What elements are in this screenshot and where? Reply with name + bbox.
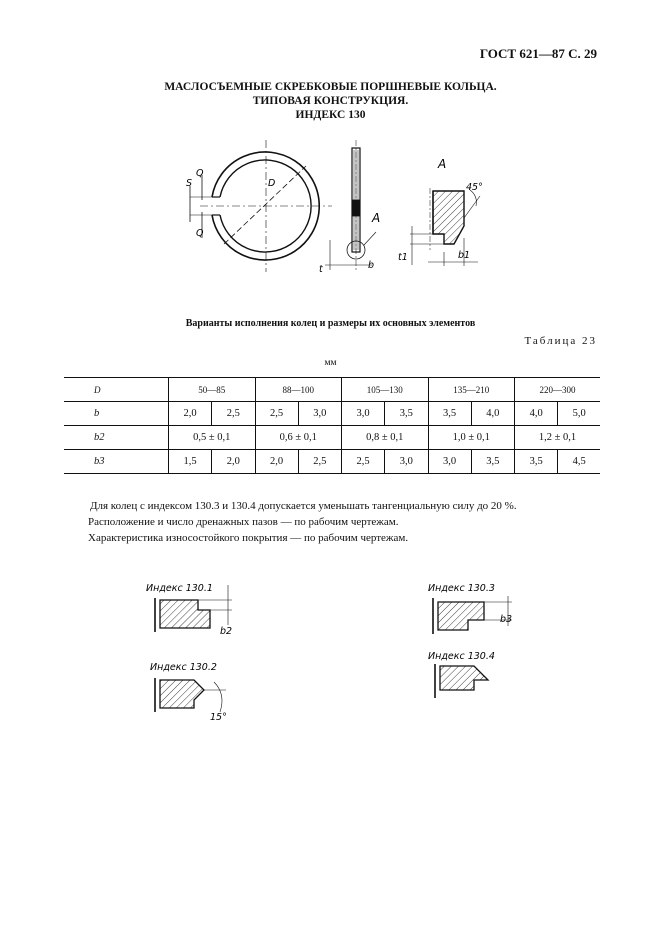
note-line: Расположение и число дренажных пазов — по рабочим чертежам. — [88, 516, 399, 528]
table-row — [64, 426, 600, 450]
variant-130-4-caption: Индекс 130.4 — [428, 651, 495, 662]
row-label-b: b — [64, 402, 169, 426]
variant-130-4-drawing — [435, 664, 488, 698]
b3-cell: 2,0 — [212, 450, 255, 474]
b3-cell: 3,5 — [515, 450, 558, 474]
b-cell: 3,0 — [298, 402, 341, 426]
label-t1: t1 — [398, 252, 408, 263]
variant-130-3-dim: b3 — [500, 614, 513, 625]
b-cell: 2,0 — [169, 402, 212, 426]
title-line-3: ИНДЕКС 130 — [295, 109, 366, 121]
range-cell: 220—300 — [515, 378, 601, 402]
b-cell: 2,5 — [212, 402, 255, 426]
b2-cell: 1,0 ± 0,1 — [428, 426, 515, 450]
table-row — [64, 402, 600, 426]
variant-130-2-dim: 15° — [210, 712, 227, 723]
row-label-d: D — [64, 378, 169, 402]
b-cell: 4,0 — [515, 402, 558, 426]
label-a-left: A — [372, 211, 381, 225]
b-cell: 4,0 — [471, 402, 514, 426]
table-row — [64, 378, 600, 402]
b2-cell: 1,2 ± 0,1 — [515, 426, 601, 450]
b-cell: 5,0 — [558, 402, 600, 426]
variant-130-1-dim: b2 — [220, 626, 233, 637]
notes-block — [90, 498, 517, 546]
b3-cell: 4,5 — [558, 450, 600, 474]
ring-front-view — [190, 140, 332, 272]
b2-cell: 0,5 ± 0,1 — [169, 426, 256, 450]
page-header: ГОСТ 621—87 С. 29 — [479, 46, 597, 61]
b2-cell: 0,8 ± 0,1 — [342, 426, 429, 450]
table-row — [64, 450, 600, 474]
row-label-b2: b2 — [64, 426, 169, 450]
variant-130-3-caption: Индекс 130.3 — [428, 583, 495, 594]
label-d: D — [268, 178, 276, 189]
b3-cell: 2,5 — [342, 450, 385, 474]
label-a-right: A — [438, 157, 447, 171]
label-s: S — [186, 178, 193, 189]
b3-cell: 2,0 — [255, 450, 298, 474]
note-line: Характеристика износостойкого покрытия — по рабочим чертежам. — [88, 532, 409, 544]
label-q-top: Q — [196, 168, 204, 179]
b-cell: 2,5 — [255, 402, 298, 426]
b3-cell: 3,5 — [471, 450, 514, 474]
table-subheading: Варианты исполнения колец и размеры их основных элементов — [185, 318, 476, 329]
b3-cell: 2,5 — [298, 450, 341, 474]
table-unit: мм — [324, 358, 337, 368]
b2-cell: 0,6 ± 0,1 — [255, 426, 342, 450]
title-line-1: МАСЛОСЪЕМНЫЕ СКРЕБКОВЫЕ ПОРШНЕВЫЕ КОЛЬЦА. — [164, 81, 497, 93]
b3-cell: 3,0 — [385, 450, 428, 474]
title-line-2: ТИПОВАЯ КОНСТРУКЦИЯ. — [252, 95, 409, 107]
b-cell: 3,5 — [385, 402, 428, 426]
label-b1: b1 — [458, 250, 471, 261]
range-cell: 135—210 — [428, 378, 515, 402]
row-label-b3: b3 — [64, 450, 169, 474]
b3-cell: 1,5 — [169, 450, 212, 474]
ring-side-view — [325, 140, 376, 272]
variant-130-1-caption: Индекс 130.1 — [146, 583, 213, 594]
note-line: Для колец с индексом 130.3 и 130.4 допускается уменьшать тангенциальную силу до 20 %. — [90, 500, 517, 512]
label-angle-45: 45° — [466, 182, 483, 193]
b-cell: 3,0 — [342, 402, 385, 426]
dimensions-table — [64, 377, 600, 474]
range-cell: 50—85 — [169, 378, 256, 402]
variant-130-2-drawing — [155, 678, 226, 712]
label-b: b — [368, 260, 375, 271]
range-cell: 88—100 — [255, 378, 342, 402]
variant-130-2-caption: Индекс 130.2 — [150, 662, 217, 673]
label-t: t — [319, 264, 323, 275]
b-cell: 3,5 — [428, 402, 471, 426]
label-q-bottom: Q — [196, 228, 204, 239]
b3-cell: 3,0 — [428, 450, 471, 474]
table-number: Таблица 23 — [524, 335, 597, 347]
range-cell: 105—130 — [342, 378, 429, 402]
